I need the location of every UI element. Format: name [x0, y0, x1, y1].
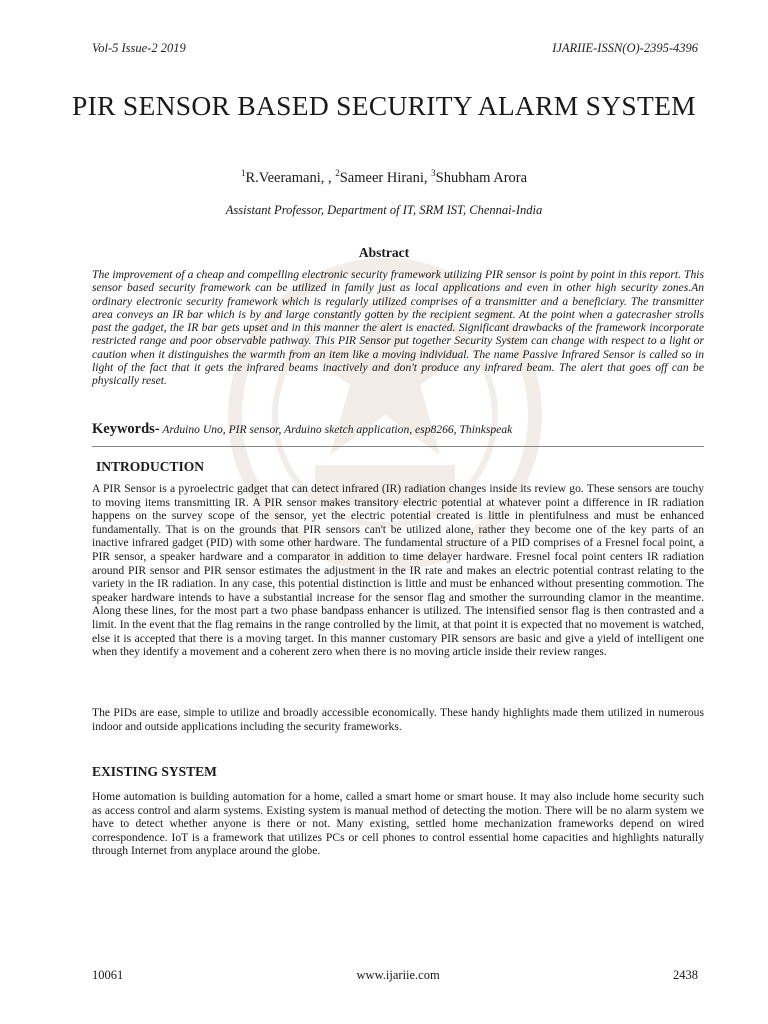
- introduction-heading: INTRODUCTION: [96, 459, 205, 474]
- introduction-paragraph-2: The PIDs are ease, simple to utilize and broadly accessible economically. These handy highlights made them utilized in numerous indoor and outside applications including the security frameworks.: [92, 706, 704, 733]
- author-3-name: Shubham Arora: [435, 169, 528, 186]
- author-1-name: R.Veeramani, ,: [245, 169, 336, 186]
- introduction-paragraph-1: A PIR Sensor is a pyroelectric gadget that can detect infrared (IR) radiation changes inside its review go. These sensors are touchy to moving items transmitting IR. A PIR sensor makes transitory electric potential at whatever point a difference in IR radiation happens on the survey scope of the sensor, yet the electric potential created is little in plentifulness and must be enhanced fundamentally. That is on the grounds that PIR sensors can't be utilized alone, rather they become one of the key parts of an inactive infrared gadget (PID) with some other hardware. The fundamental structure of a PID comprises of a Fresnel focal point, a PIR sensor, a speaker hardware and a comparator in addition to time delayer hardware. Fresnel focal point centers IR radiation around PIR sensor and PIR sensor estimates the adjustment in the IR rate and makes an electric potential contrast relating to the variety in the IR radiation. In any case, this potential distinction is little and must be enhanced without presenting commotion. The speaker hardware intends to have a substantial increase for the sensor flag and smother the surrounding clamor in the meantime. Along these lines, for the most part a two phase bandpass enhancer is utilized. The intensified sensor flag is then contrasted and a limit. In the event that the flag remains in the range controlled by the limit, at that point it is expected that no movement is watched, else it is accepted that there is a moving target. In this manner customary PIR sensors are basic and give a yield of intelligent one when they identify a movement and a coherent zero when there is no moving article inside their review ranges.: [92, 482, 704, 659]
- keywords-label: Keywords-: [92, 421, 160, 437]
- existing-system-heading: EXISTING SYSTEM: [92, 764, 217, 779]
- abstract-text: The improvement of a cheap and compelling electronic security framework utilizing PIR sensor is point by point in this report. This sensor based security framework can be utilized in family just as local applications and even in other high security zones.An ordinary electronic security framework which is regularly utilized comprises of a transmitter and a beneficiary. The transmitter area conveys an IR bar which is by and large constantly gotten by the recipient segment. At the point when a gatecrasher strolls past the gadget, the IR bar gets upset and in this manner the alert is enacted. Significant drawbacks of the framework incorporate restricted range and poor observable pathway. This PIR Sensor put together Security System can change with respect to a light or caution when it distinguishes the warmth from an item like a moving individual. The name Passive Infrared Sensor is called so in light of the fact that it gets the infrared beams inactively and don't produce any infrared beam. The alert that goes off can be physically reset.: [92, 268, 704, 388]
- journal-volume: Vol-5 Issue-2 2019: [92, 41, 186, 55]
- author-list: [60, 168, 708, 187]
- footer-paper-id: 10061: [92, 968, 124, 982]
- paper-title: PIR SENSOR BASED SECURITY ALARM SYSTEM: [72, 90, 696, 121]
- author-3-affil-num: 3: [431, 168, 436, 178]
- section-divider: [92, 446, 704, 447]
- author-1-affil-num: 1: [240, 168, 246, 178]
- keywords-text: Arduino Uno, PIR sensor, Arduino sketch application, esp8266, Thinkspeak: [159, 423, 513, 436]
- keywords-line: [92, 421, 704, 438]
- page-footer: [92, 968, 698, 983]
- author-2-name: Sameer Hirani,: [339, 169, 432, 186]
- author-2-affil-num: 2: [335, 168, 340, 178]
- author-affiliation: Assistant Professor, Department of IT, SRM IST, Chennai-India: [225, 203, 543, 217]
- page-header: [92, 41, 698, 56]
- footer-page-number: 2438: [672, 968, 698, 982]
- journal-issn: IJARIIE-ISSN(O)-2395-4396: [552, 41, 698, 55]
- abstract-heading: Abstract: [358, 245, 410, 260]
- existing-system-paragraph: Home automation is building automation for a home, called a smart home or smart house. It may also include home security such as access control and alarm systems. Existing system is manual method of detecting the motion. There will be no alarm system we have to detect whether anyone is there or not. Many existing, settled home mechanization frameworks depend on wired correspondence. IoT is a framework that utilizes PCs or cell phones to control essential home capacities and highlights naturally through Internet from anyplace around the globe.: [92, 790, 704, 858]
- footer-website-link[interactable]: www.ijariie.com: [356, 968, 440, 982]
